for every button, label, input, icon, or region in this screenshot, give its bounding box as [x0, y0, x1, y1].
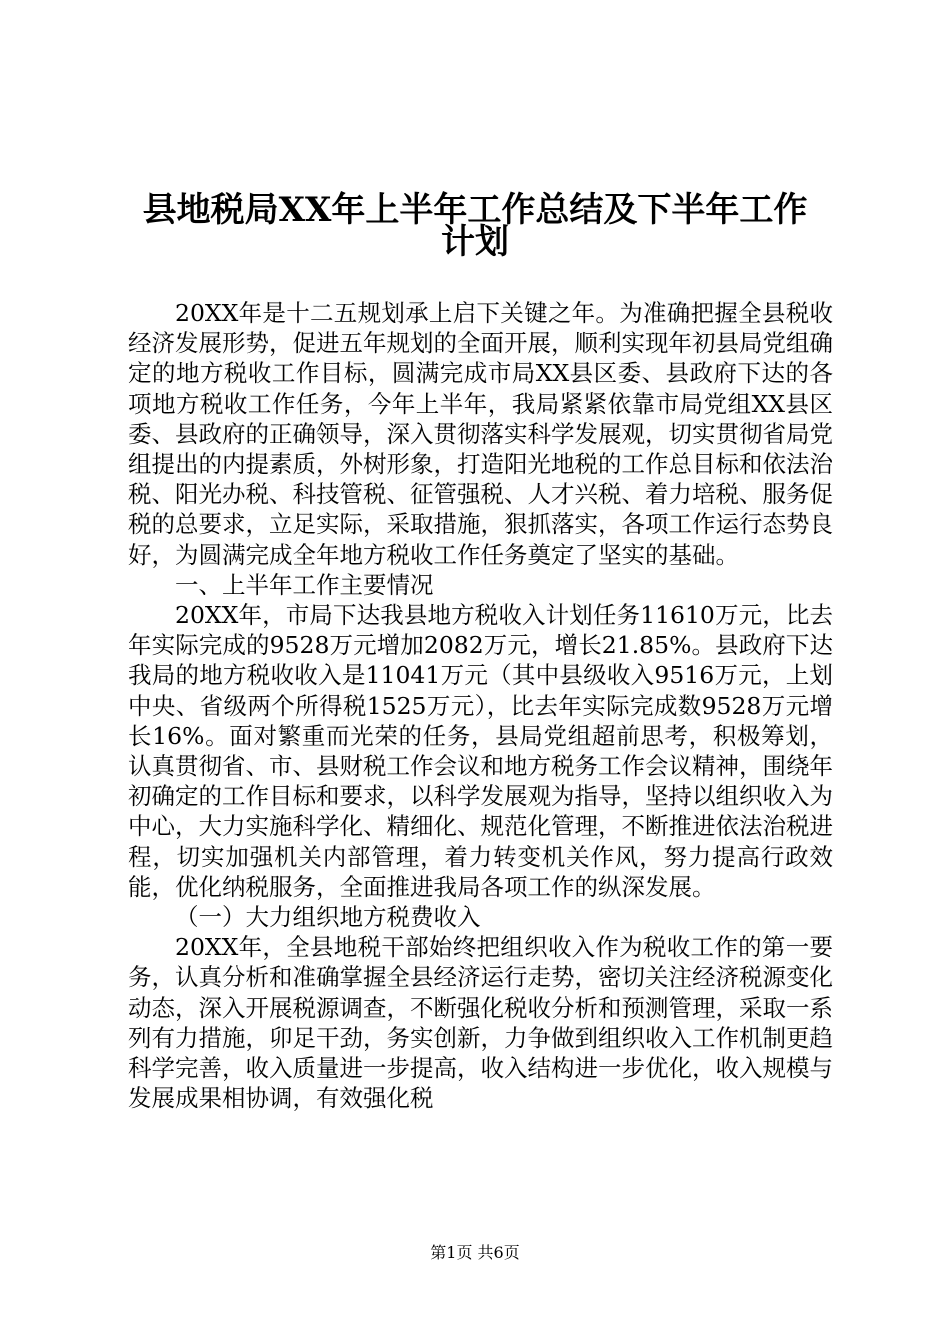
document-title-line-1: 县地税局XX年上半年工作总结及下半年工作 [142, 190, 808, 230]
section-heading-1: 一、上半年工作主要情况 [175, 570, 434, 599]
document-body [128, 298, 833, 1113]
paragraph-section-1: 20XX年，市局下达我县地方税收入计划任务11610万元，比去年实际完成的9528万元增加2082万元，增长21.85%。县政府下达我局的地方税收收入是11041万元（其中县级收入9516万元，上划中央、省级两个所得税1525万元），比去年实际完成数9528万元增长16%。面对繁重而光荣的任务，县局党组超前思考，积极筹划，认真贯彻省、市、县财税工作会议和地方税务工作会议精神，围绕年初确定的工作目标和要求，以科学发展观为指导，坚持以组织收入为中心，大力实施科学化、精细化、规范化管理，不断推进依法治税进程，切实加强机关内部管理，着力转变机关作风，努力提高行政效能，优化纳税服务，全面推进我局各项工作的纵深发展。 [128, 601, 833, 901]
page-footer: 第1页 共6页 [430, 1243, 520, 1262]
paragraph-subsection-1: 20XX年，全县地税干部始终把组织收入作为税收工作的第一要务，认真分析和准确掌握全县经济运行走势，密切关注经济税源变化动态，深入开展税源调查，不断强化税收分析和预测管理，采取一系列有力措施，卯足干劲，务实创新，力争做到组织收入工作机制更趋科学完善，收入质量进一步提高，收入结构进一步优化，收入规模与发展成果相协调，有效强化税 [128, 933, 833, 1113]
document-title-line-2: 计划 [441, 222, 509, 262]
paragraph-intro: 20XX年是十二五规划承上启下关键之年。为准确把握全县税收经济发展形势，促进五年规划的全面开展，顺利实现年初县局党组确定的地方税收工作目标，圆满完成市局XX县区委、县政府下达的各项地方税收工作任务，今年上半年，我局紧紧依靠市局党组XX县区委、县政府的正确领导，深入贯彻落实科学发展观，切实贯彻省局党组提出的内提素质，外树形象，打造阳光地税的工作总目标和依法治税、阳光办税、科技管税、征管强税、人才兴税、着力培税、服务促税的总要求，立足实际，采取措施，狠抓落实，各项工作运行态势良好，为圆满完成全年地方税收工作任务奠定了坚实的基础。 [128, 299, 833, 569]
subsection-heading-1: （一）大力组织地方税费收入 [175, 903, 481, 932]
